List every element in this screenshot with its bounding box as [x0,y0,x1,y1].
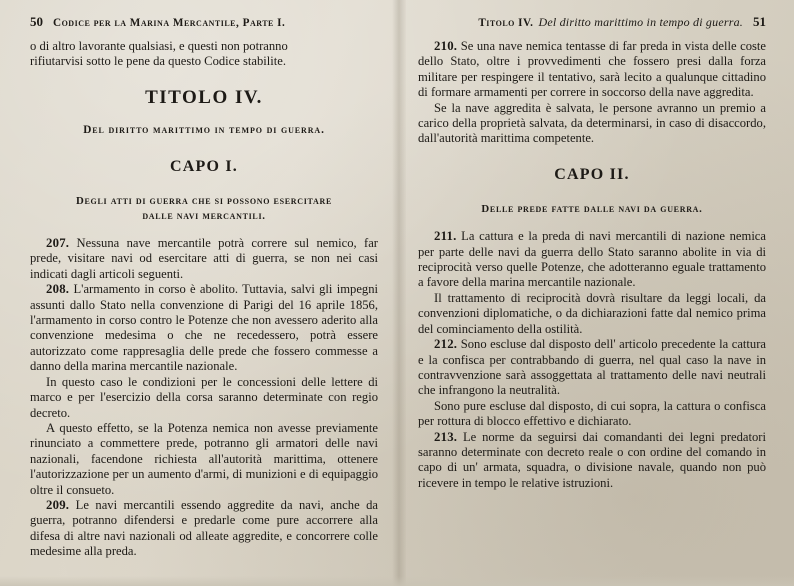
right-running-title-italic: Del diritto marittimo in tempo di guerra. [538,15,743,29]
article-207-number: 207. [46,236,70,251]
article-208 [30,282,378,374]
left-page-column [30,0,378,560]
right-body-text [418,39,766,491]
article-210 [418,39,766,101]
right-folio: 51 [753,14,766,29]
article-208-paragraph-3: A questo effetto, se la Potenza nemica non avesse previamente rinunciato a commettere prede, potranno gli armatori delle navi nazionali, facendone richiesta all'autorità marittima, ottenere l'autorizzazione per un aumento d'armi, di munizioni e di equipaggio oltre il consueto. [30,420,378,497]
article-212-text: Sono escluse dal disposto dell' articolo precedente la cattura e la confisca per contrabbando di guerra, nel qual caso la nave in contravvenzione sarà assoggettata al trattamento delle navi neutrali che infrangono la neutralità. [418,337,766,398]
article-212 [418,337,766,399]
article-211 [418,229,766,291]
capo-ii-heading: CAPO II. [554,165,630,183]
article-208-paragraph-2: In questo caso le condizioni per le concessioni delle lettere di marco e per l'esercizio della corsa saranno determinate con regio decreto. [30,374,378,420]
right-page-column [418,0,766,491]
article-208-text: L'armamento in corso è abolito. Tuttavia, salvi gli impegni assunti dallo Stato nella convenzione di Parigi del 16 aprile 1856, l'armamento in corso contro le Potenze che non avessero aderito alla convenzione medesima o che ne recedessero, potrà essere autorizzato come rappresaglia delle prede che fossero commesse a danno della marina mercantile nazionale. [30,282,378,374]
left-running-title: Codice per la Marina Mercantile, Parte I. [53,17,286,29]
article-213-number: 213. [434,429,458,444]
section-heading-line-2: dalle navi mercantili. [142,210,266,223]
left-running-head [30,14,378,30]
article-211-text: La cattura e la preda di navi mercantili di nazione nemica per parte delle navi da guerra dello Stato saranno abolite in via di reciprocità verso quelle Potenze, che adotteranno eguale trattamento a favore della marina mercantile nazionale. [418,229,766,290]
article-207-text: Nessuna nave mercantile potrà correre sul nemico, far prede, visitare navi od esercitare atti di guerra, se non nei casi indicati dagli articoli seguenti. [30,236,378,281]
section-heading-line-1: Degli atti di guerra che si possono esercitare [76,195,332,208]
article-209 [30,498,378,560]
capo-heading: CAPO I. [170,157,238,175]
article-212-paragraph-2: Sono pure escluse dal disposto, di cui sopra, la cattura o confisca per rottura di blocco effettivo e dichiarato. [418,398,766,429]
article-210-paragraph-2: Se la nave aggredita è salvata, le persone avranno un premio a carico della proprietà salvata, da determinarsi, in caso di disaccordo, dall'autorità marittima competente. [418,100,766,146]
titolo-heading: TITOLO IV. [145,86,263,108]
article-210-text: Se una nave nemica tentasse di far preda in vista delle coste dello Stato, oltre i provvedimenti che fossero presi dalla forza militare per respingere il tentativo, sarà lecito a qualunque cittadino di formare armamenti per correre in soccorso della nave aggredita. [418,39,766,100]
article-212-number: 212. [434,337,458,352]
right-running-head [418,14,766,30]
right-running-title-caps: Titolo IV. [478,17,534,29]
article-209-text: Le navi mercantili essendo aggredite da navi, anche da guerra, potranno difendersi e predarle come pure accorrere alla difesa di altre navi nazionali od alleate aggredite, e concorrere colle medesime alla preda. [30,497,378,559]
titolo-subtitle: Del diritto marittimo in tempo di guerra. [83,124,325,137]
page-gutter-shadow [392,0,406,586]
article-209-number: 209. [46,497,70,512]
article-213 [418,430,766,492]
paragraph-continuation-line-2: rifiutarvisi sotto le pene da questo Codice stabilite. [30,54,287,69]
article-211-paragraph-2: Il trattamento di reciprocità dovrà risultare da leggi locali, da convenzioni diplomatiche, o da dichiarazioni fatte dal nemico prima del cominciamento della ostilità. [418,290,766,336]
left-body-text [30,39,378,560]
section-heading [30,194,378,224]
article-207 [30,236,378,282]
article-210-number: 210. [434,39,458,53]
article-211-number: 211. [434,229,457,244]
section-ii-heading: Delle prede fatte dalle navi da guerra. [481,203,703,216]
article-213-text: Le norme da seguirsi dai comandanti dei legni predatori saranno determinate con decreto reale o con ordine del comando in capo di un' armata, squadra, o divisione navale, quando non può ricevere in tempo le relative istruzioni. [418,429,766,490]
left-folio: 50 [30,14,43,29]
paragraph-continuation-line-1: o di altro lavorante qualsiasi, e questi non potranno [30,39,288,53]
article-208-number: 208. [46,282,70,297]
